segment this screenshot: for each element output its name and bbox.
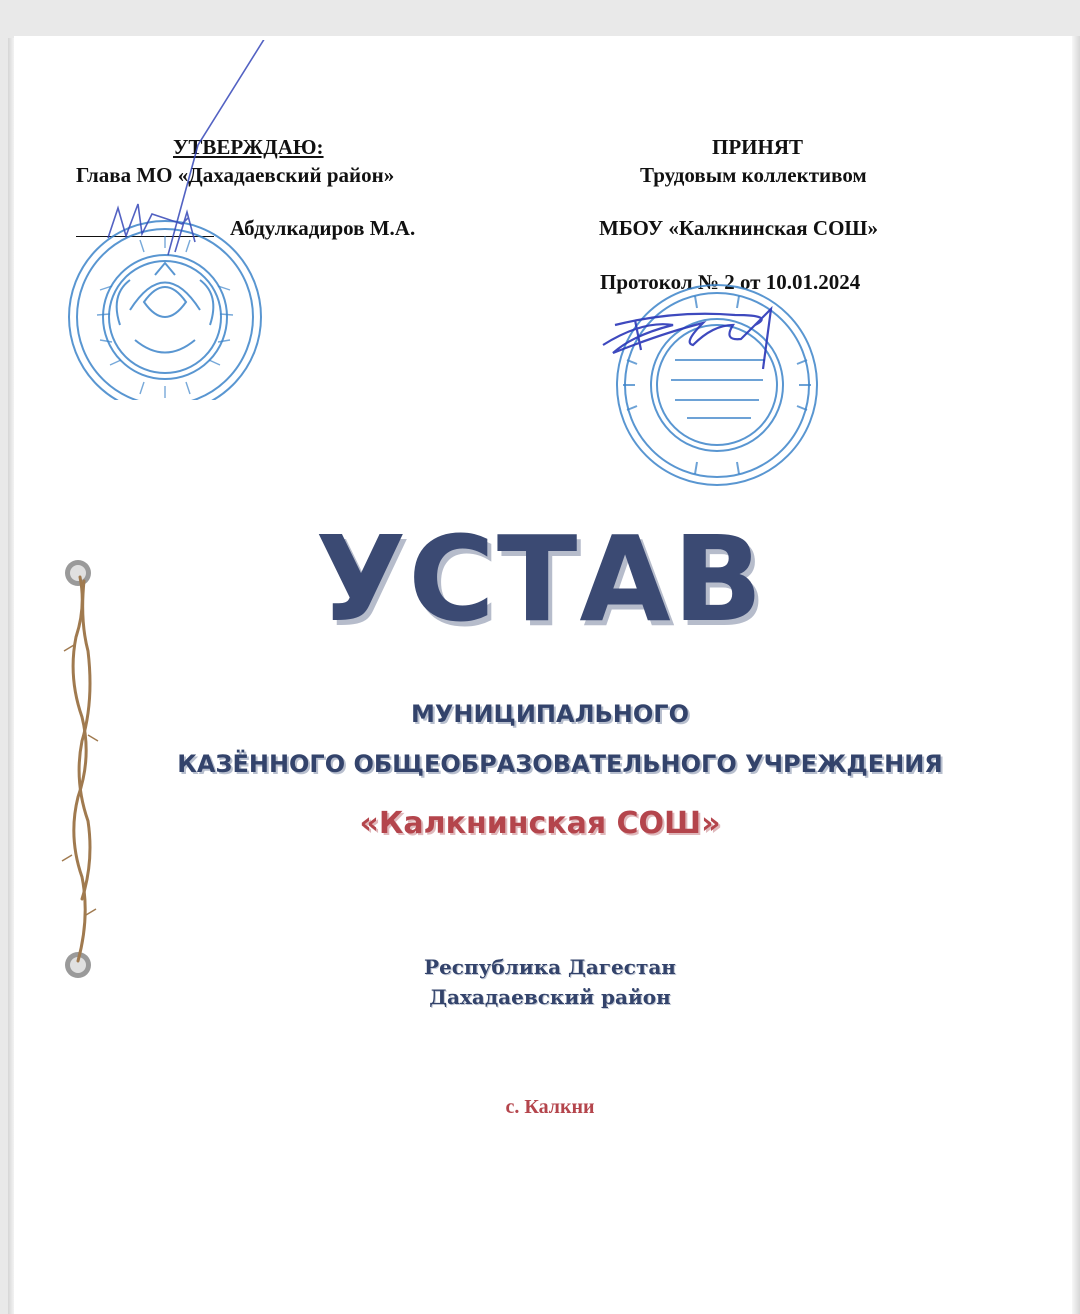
approval-position: Глава МО «Дахадаевский район» xyxy=(76,163,395,187)
acceptance-body: Трудовым коллективом xyxy=(640,163,867,187)
right-seal-stamp xyxy=(595,280,845,490)
approval-heading: УТВЕРЖДАЮ: xyxy=(173,135,324,159)
acceptance-heading: ПРИНЯТ xyxy=(712,135,804,159)
page-edge xyxy=(1072,36,1080,1314)
approval-signatory: Абдулкадиров М.А. xyxy=(230,216,416,240)
acceptance-organization: МБОУ «Калкнинская СОШ» xyxy=(599,216,878,240)
acceptance-protocol: Протокол № 2 от 10.01.2024 xyxy=(600,270,861,294)
school-name: «Калкнинская СОШ» xyxy=(359,806,721,841)
place-name: с. Калкни xyxy=(505,1096,595,1118)
left-seal-stamp xyxy=(60,40,300,400)
subtitle-line-1: МУНИЦИПАЛЬНОГО xyxy=(411,700,689,728)
subtitle-line-2: КАЗЁННОГО ОБЩЕОБРАЗОВАТЕЛЬНОГО УЧРЕЖДЕНИЯ xyxy=(177,750,943,778)
document-title: УСТАВ xyxy=(315,510,765,648)
region-line-1: Республика Дагестан xyxy=(424,955,676,979)
region-line-2: Дахадаевский район xyxy=(429,985,671,1009)
